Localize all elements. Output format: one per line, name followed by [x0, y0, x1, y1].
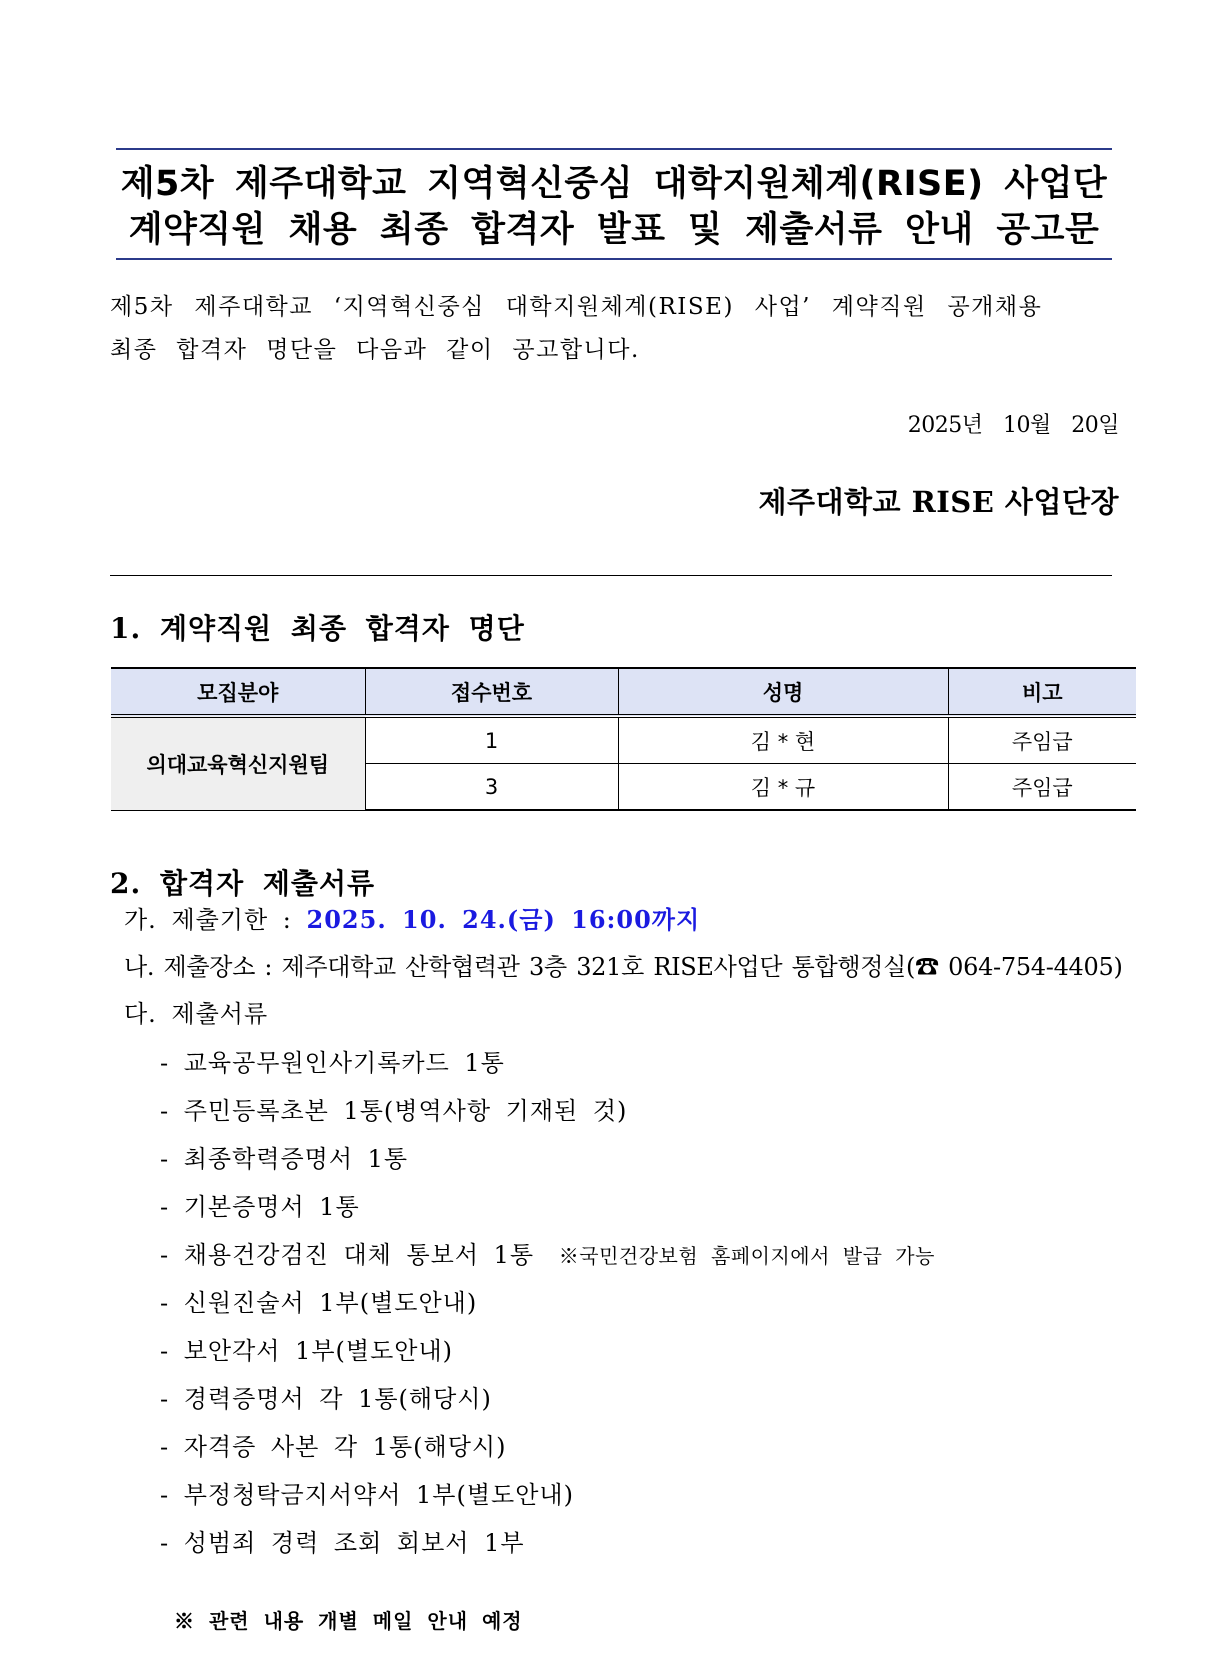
document-item: - 경력증명서 각 1통(해당시): [160, 1385, 492, 1413]
intro-line1: 제5차 제주대학교 ‘지역혁신중심 대학지원체계(RISE) 사업’ 계약직원 공개채용: [110, 294, 1043, 320]
location-line: 나. 제출장소 : 제주대학교 산학협력관 3층 321호 RISE사업단 통합행정실(☎ 064-754-4405): [124, 953, 1123, 981]
col-header-name: 성명: [618, 668, 948, 716]
document-item: - 부정청탁금지서약서 1부(별도안내): [160, 1481, 574, 1509]
document-item: - 기본증명서 1통: [160, 1193, 360, 1221]
note-cell: 주임급: [948, 716, 1136, 764]
page-title-line1: 제5차 제주대학교 지역혁신중심 대학지원체계(RISE) 사업단: [120, 164, 1108, 204]
page-title-line2: 계약직원 채용 최종 합격자 발표 및 제출서류 안내 공고문: [128, 210, 1100, 250]
col-header-number: 접수번호: [365, 668, 618, 716]
document-item: - 최종학력증명서 1통: [160, 1145, 409, 1173]
field-cell: 의대교육혁신지원팀: [111, 716, 365, 810]
deadline-value: 2025. 10. 24.(금) 16:00까지: [306, 905, 701, 934]
deadline-label: 가. 제출기한 :: [124, 906, 307, 934]
document-item: - 성범죄 경력 조회 회보서 1부: [160, 1529, 525, 1557]
table-header-row: [111, 668, 1136, 716]
footer-note: ※ 관련 내용 개별 메일 안내 예정: [174, 1609, 523, 1633]
deadline-line: [124, 900, 700, 935]
number-cell: 1: [365, 716, 618, 764]
document-item: - 자격증 사본 각 1통(해당시): [160, 1433, 507, 1461]
title-box: [116, 148, 1112, 260]
divider: [110, 575, 1112, 576]
section2-heading: 2. 합격자 제출서류: [110, 867, 376, 900]
note-cell: 주임급: [948, 764, 1136, 811]
name-cell: 김 * 현: [618, 716, 948, 764]
document-item: - 보안각서 1부(별도안내): [160, 1337, 454, 1365]
col-header-note: 비고: [948, 668, 1136, 716]
signer: 제주대학교 RISE 사업단장: [758, 485, 1119, 519]
col-header-field: 모집분야: [111, 668, 365, 716]
section1-heading: 1. 계약직원 최종 합격자 명단: [110, 612, 525, 645]
result-table: [111, 667, 1136, 811]
document-item-health: [160, 1235, 935, 1270]
table-row: [111, 716, 1136, 764]
notice-date: 2025년 10월 20일: [907, 413, 1119, 438]
documents-label: 다. 제출서류: [124, 1000, 269, 1028]
document-item: - 주민등록초본 1통(병역사항 기재된 것): [160, 1097, 628, 1125]
number-cell: 3: [365, 764, 618, 811]
document-item: - 채용건강검진 대체 통보서 1통: [160, 1241, 535, 1269]
intro-line2: 최종 합격자 명단을 다음과 같이 공고합니다.: [110, 337, 640, 363]
health-note: ※국민건강보험 홈페이지에서 발급 가능: [558, 1244, 935, 1268]
document-item: - 교육공무원인사기록카드 1통: [160, 1049, 505, 1077]
document-item: - 신원진술서 1부(별도안내): [160, 1289, 478, 1317]
name-cell: 김 * 규: [618, 764, 948, 811]
